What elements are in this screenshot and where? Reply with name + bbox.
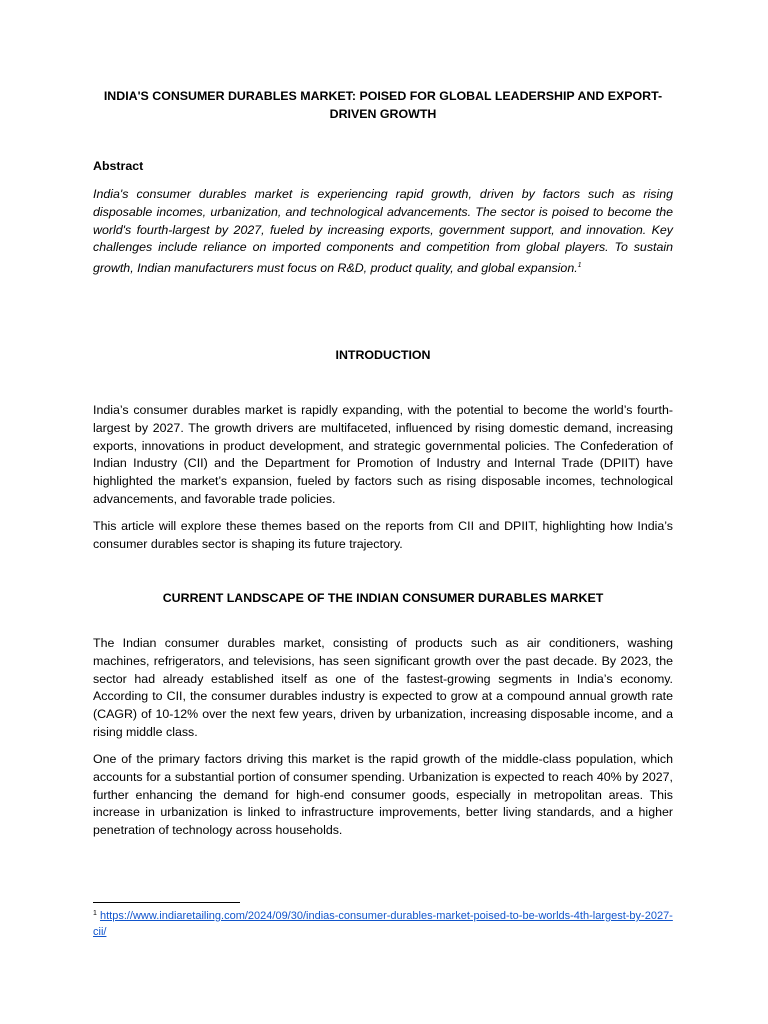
abstract-body: India's consumer durables market is experiencing rapid growth, driven by factors such as rising disposable incomes, urbanization, and technological advancements. The sector is poised to become the world's fourth-largest by 2027, fueled by increasing exports, government support, and innovation. Key challenges include reliance on imported components and competition from global players. To sustain growth, Indian manufacturers must focus on R&D, product quality, and global expansion.	[93, 187, 673, 276]
intro-paragraph-2: This article will explore these themes based on the reports from CII and DPIIT, highlighting how India’s consumer durables sector is shaping its future trajectory.	[93, 519, 673, 551]
footnote-link[interactable]: https://www.indiaretailing.com/2024/09/30/indias-consumer-durables-market-poised-to-be-worlds-4th-largest-by-2027-cii/	[93, 910, 673, 938]
landscape-paragraph-2: One of the primary factors driving this market is the rapid growth of the middle-class population, which accounts for a substantial portion of consumer spending. Urbanization is expected to reach 40% by 2027, further enhancing the demand for high-end consumer goods, especially in metropolitan areas. This increase in urbanization is linked to infrastructure improvements, better living standards, and a higher penetration of technology across households.	[93, 752, 673, 838]
intro-paragraph-1: India’s consumer durables market is rapidly expanding, with the potential to become the world’s fourth-largest by 2027. The growth drivers are multifaceted, influenced by rising domestic demand, increasing exports, innovations in product development, and strategic governmental policies. The Confederation of Indian Industry (CII) and the Department for Promotion of Industry and Internal Trade (DPIIT) have highlighted the market’s expansion, fueled by factors such as rising disposable incomes, technological advancements, and favorable trade policies.	[93, 403, 673, 506]
footnote	[93, 906, 673, 940]
section-heading-introduction: INTRODUCTION	[335, 348, 431, 362]
landscape-paragraph-1: The Indian consumer durables market, consisting of products such as air conditioners, washing machines, refrigerators, and televisions, has seen significant growth over the past decade. By 2023, the sector had already established itself as one of the fastest-growing segments in India’s economy. According to CII, the consumer durables industry is expected to grow at a compound annual growth rate (CAGR) of 10-12% over the next few years, driven by urbanization, increasing disposable income, and a rising middle class.	[93, 636, 673, 739]
footnote-marker: 1	[93, 910, 97, 917]
footnote-ref-marker[interactable]: 1	[577, 262, 582, 270]
section-heading-current-landscape: CURRENT LANDSCAPE OF THE INDIAN CONSUMER DURABLES MARKET	[162, 591, 604, 605]
abstract-text	[93, 186, 673, 278]
footnote-separator	[93, 902, 240, 903]
abstract-heading: Abstract	[93, 159, 144, 173]
document-title: INDIA'S CONSUMER DURABLES MARKET: POISED FOR GLOBAL LEADERSHIP AND EXPORT-DRIVEN GROWTH	[103, 89, 663, 121]
